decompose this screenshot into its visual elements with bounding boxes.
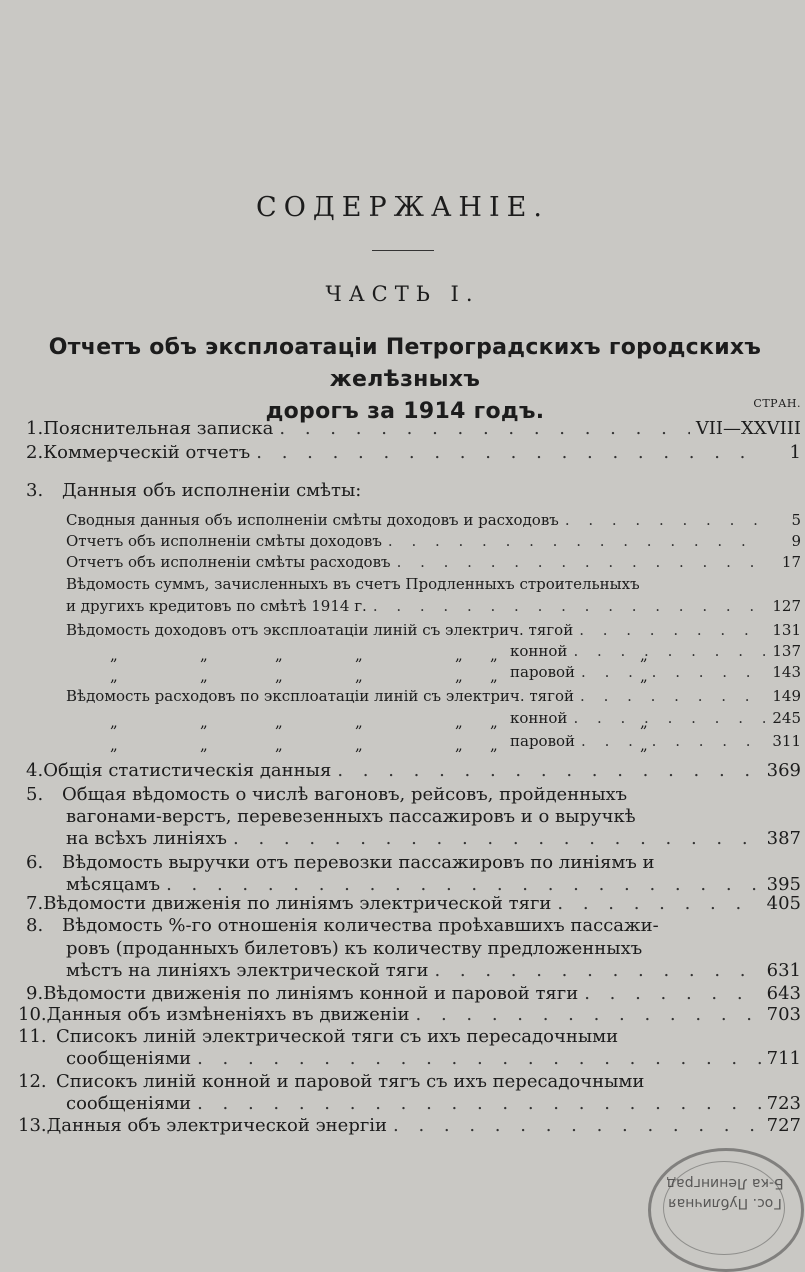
- entry-text: Сводныя данныя объ исполненiи смѣты доходовъ и расходовъ: [66, 511, 559, 529]
- leader-dots: [197, 1048, 761, 1070]
- entry-page: 711: [766, 1048, 801, 1069]
- entry-text: и другихъ кредитовъ по смѣтѣ 1914 г.: [66, 597, 367, 615]
- leader-dots: [197, 1093, 761, 1115]
- entry-page: 311: [772, 732, 801, 750]
- leader-dots: [584, 983, 760, 1005]
- leader-dots: [573, 641, 765, 661]
- toc-subentry: [510, 662, 801, 682]
- entry-number: 12.: [18, 1071, 47, 1092]
- toc-entry-6: [26, 852, 801, 874]
- ditto-mark: „: [110, 667, 118, 685]
- ditto-mark: „: [355, 667, 363, 685]
- toc-subentry: [510, 641, 801, 661]
- ditto-mark: „: [490, 667, 498, 685]
- toc-subentry: [510, 708, 801, 728]
- library-stamp: [648, 1148, 804, 1272]
- toc-subentry: [66, 552, 801, 572]
- ditto-mark: „: [455, 646, 463, 664]
- entry-page: 703: [766, 1004, 801, 1025]
- entry-number: 9.: [26, 983, 44, 1004]
- toc-entry-4: [26, 760, 801, 782]
- leader-dots: [256, 442, 765, 464]
- toc-subentry: [66, 574, 801, 594]
- toc-entry-1: [26, 418, 801, 440]
- toc-entry-7: [26, 893, 801, 915]
- ditto-mark: „: [275, 646, 283, 664]
- leader-dots: [580, 686, 765, 706]
- toc-entry-5-cont: [66, 828, 801, 850]
- entry-page: 727: [766, 1115, 801, 1136]
- ditto-mark: „: [200, 667, 208, 685]
- entry-text: Вѣдомости движенiя по линiямъ электрической тяги: [43, 893, 552, 914]
- entry-text: Вѣдомости движенiя по линiямъ конной и паровой тяги: [43, 983, 579, 1004]
- entry-text: Данныя объ исполненiи смѣты:: [62, 480, 362, 501]
- entry-text: Вѣдомость суммъ, зачисленныхъ въ счетъ Продленныхъ строительныхъ: [66, 575, 640, 593]
- leader-dots: [279, 418, 689, 440]
- entry-text: паровой: [510, 732, 576, 750]
- ditto-mark: „: [640, 713, 648, 731]
- ditto-mark: „: [200, 713, 208, 731]
- leader-dots: [565, 510, 765, 530]
- toc-entry-13: [18, 1115, 801, 1137]
- entry-page: 149: [772, 687, 801, 705]
- toc-entry-11-cont: [66, 1048, 801, 1070]
- entry-page: 643: [766, 983, 801, 1004]
- entry-text: конной: [510, 709, 568, 727]
- entry-text: сообщенiями: [66, 1093, 192, 1114]
- leader-dots: [557, 893, 760, 915]
- entry-number: 11.: [18, 1026, 47, 1047]
- entry-number: 8.: [26, 915, 44, 936]
- report-heading: [10, 332, 800, 428]
- ditto-mark: „: [355, 713, 363, 731]
- entry-text: Вѣдомость выручки отъ перевозки пассажировъ по линiямъ и: [62, 852, 655, 873]
- entry-text: конной: [510, 642, 568, 660]
- leader-dots: [579, 620, 765, 640]
- ditto-mark: „: [355, 736, 363, 754]
- ditto-mark: „: [110, 736, 118, 754]
- entry-page: 9: [791, 532, 801, 550]
- entry-page: 631: [766, 960, 801, 981]
- entry-number: 3.: [26, 480, 44, 501]
- entry-number: 13.: [18, 1115, 47, 1136]
- leader-dots: [233, 828, 761, 850]
- entry-text: Отчетъ объ исполненiи смѣты расходовъ: [66, 553, 391, 571]
- toc-entry-9: [26, 983, 801, 1005]
- leader-dots: [581, 662, 765, 682]
- entry-page: 5: [791, 511, 801, 529]
- ditto-mark: „: [490, 713, 498, 731]
- toc-subentry: [66, 596, 801, 616]
- toc-subentry: [510, 731, 801, 751]
- toc-subentry: [66, 531, 801, 551]
- entry-text: Данныя объ измѣненiяхъ въ движенiи: [46, 1004, 410, 1025]
- entry-number: 5.: [26, 784, 44, 805]
- ditto-mark: „: [490, 646, 498, 664]
- entry-text: Вѣдомость расходовъ по эксплоатацiи линiй съ электрич. тягой: [66, 687, 575, 705]
- entry-page: 387: [766, 828, 801, 849]
- ditto-mark: „: [640, 646, 648, 664]
- toc-entry-8-cont: [66, 960, 801, 982]
- toc-entry-12-cont: [66, 1093, 801, 1115]
- toc-entry-3: [26, 480, 801, 502]
- ditto-mark: „: [640, 736, 648, 754]
- entry-page: 395: [766, 874, 801, 895]
- entry-text: Общая вѣдомость о числѣ вагоновъ, рейсовъ, пройденныхъ: [62, 784, 628, 805]
- entry-number: 10.: [18, 1004, 47, 1025]
- entry-text: вагонами-верстъ, перевезенныхъ пассажировъ и о выручкѣ: [66, 806, 636, 827]
- ditto-mark: „: [110, 646, 118, 664]
- entry-number: 1.: [26, 418, 44, 439]
- toc-subentry: [66, 620, 801, 640]
- leader-dots: [434, 960, 760, 982]
- entry-text: Списокъ линiй конной и паровой тягъ съ ихъ пересадочными: [56, 1071, 645, 1092]
- entry-page: 369: [766, 760, 801, 781]
- toc-entry-2: [26, 442, 801, 464]
- toc-entry-11: [18, 1026, 801, 1048]
- ditto-mark: „: [455, 713, 463, 731]
- stamp-text: Гос. Публичная Б-ка Ленинград: [666, 1175, 784, 1211]
- ditto-mark: „: [275, 736, 283, 754]
- toc-entry-12: [18, 1071, 801, 1093]
- toc-entry-8-cont: [66, 938, 801, 960]
- entry-page: 17: [781, 553, 801, 571]
- entry-number: 6.: [26, 852, 44, 873]
- entry-page: 131: [772, 621, 801, 639]
- ditto-mark: „: [640, 667, 648, 685]
- entry-page: 245: [772, 709, 801, 727]
- entry-text: на всѣхъ линiяхъ: [66, 828, 227, 849]
- leader-dots: [397, 552, 765, 572]
- ditto-mark: „: [490, 736, 498, 754]
- toc-entry-8: [26, 915, 801, 937]
- leader-dots: [337, 760, 760, 782]
- entry-text: паровой: [510, 663, 576, 681]
- leader-dots: [373, 596, 765, 616]
- ditto-mark: „: [110, 713, 118, 731]
- toc-entry-5-cont: [66, 806, 801, 828]
- entry-text: ровъ (проданныхъ билетовъ) къ количеству предложенныхъ: [66, 938, 643, 959]
- entry-text: Списокъ линiй электрической тяги съ ихъ пересадочными: [56, 1026, 619, 1047]
- leader-dots: [388, 531, 765, 551]
- entry-number: 7.: [26, 893, 44, 914]
- entry-page: 723: [766, 1093, 801, 1114]
- entry-text: Общiя статистическiя данныя: [43, 760, 332, 781]
- page-column-label: СТРАН.: [753, 397, 801, 410]
- ditto-mark: „: [200, 736, 208, 754]
- entry-number: 4.: [26, 760, 44, 781]
- ditto-mark: „: [455, 736, 463, 754]
- entry-page: VII—XXVIII: [695, 418, 801, 439]
- entry-text: сообщенiями: [66, 1048, 192, 1069]
- entry-page: 137: [772, 642, 801, 660]
- entry-page: 405: [766, 893, 801, 914]
- entry-text: Пояснительная записка: [43, 418, 274, 439]
- ditto-mark: „: [355, 646, 363, 664]
- ditto-mark: „: [275, 667, 283, 685]
- report-heading-line2: дорогъ за 1914 годъ.: [265, 399, 545, 424]
- leader-dots: [581, 731, 765, 751]
- report-heading-line1: Отчетъ объ эксплоатацiи Петроградскихъ городскихъ желѣзныхъ: [48, 335, 762, 392]
- entry-page: 127: [772, 597, 801, 615]
- toc-subentry: [66, 686, 801, 706]
- entry-page: 143: [772, 663, 801, 681]
- toc-entry-10: [18, 1004, 801, 1026]
- ditto-mark: „: [200, 646, 208, 664]
- entry-text: Данныя объ электрической энергiи: [46, 1115, 388, 1136]
- entry-text: Вѣдомость доходовъ отъ эксплоатацiи линiй съ электрич. тягой: [66, 621, 574, 639]
- entry-text: Отчетъ объ исполненiи смѣты доходовъ: [66, 532, 382, 550]
- entry-number: 2.: [26, 442, 44, 463]
- entry-text: мѣсяцамъ: [66, 874, 161, 895]
- leader-dots: [393, 1115, 761, 1137]
- leader-dots: [573, 708, 765, 728]
- ditto-mark: „: [455, 667, 463, 685]
- toc-subentry: [66, 510, 801, 530]
- toc-entry-5: [26, 784, 801, 806]
- entry-text: Коммерческiй отчетъ: [43, 442, 251, 463]
- entry-text: Вѣдомость %-го отношенiя количества проѣхавшихъ пассажи-: [62, 915, 659, 936]
- part-heading: ЧАСТЬ I.: [325, 282, 480, 306]
- title-divider: [372, 250, 434, 251]
- page-title: СОДЕРЖАНIЕ.: [256, 192, 549, 223]
- ditto-mark: „: [275, 713, 283, 731]
- entry-text: мѣстъ на линiяхъ электрической тяги: [66, 960, 429, 981]
- leader-dots: [416, 1004, 761, 1026]
- entry-page: 1: [789, 442, 801, 463]
